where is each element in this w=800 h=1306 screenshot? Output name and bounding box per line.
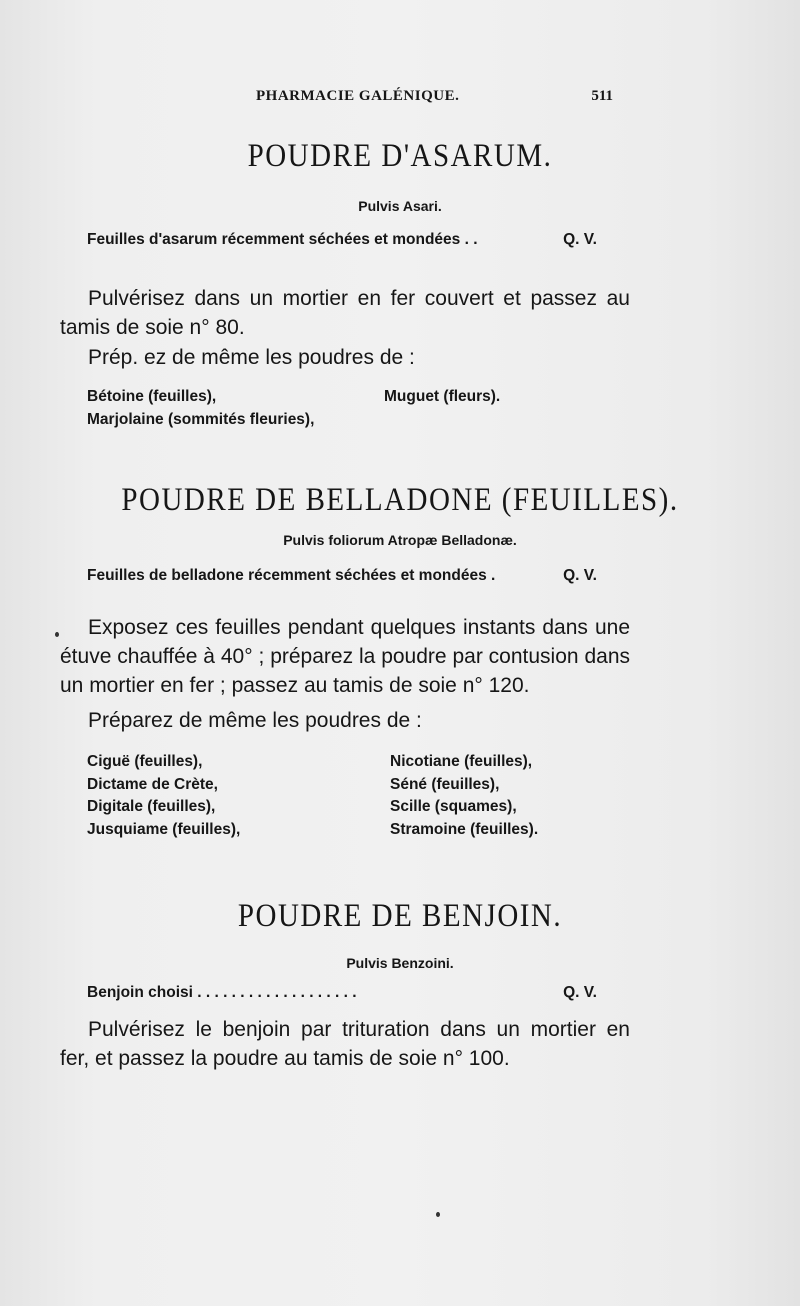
latin-name-belladone: Pulvis foliorum Atropæ Belladonæ.: [283, 532, 517, 548]
recipe-line-belladone: [87, 567, 597, 585]
latin-name-benjoin: Pulvis Benzoini.: [346, 955, 454, 971]
list-item: Séné (feuilles),: [390, 775, 500, 793]
running-head: [0, 88, 800, 110]
section-title-asarum: POUDRE D'ASARUM.: [247, 138, 553, 174]
text-line: Pulvérisez le benjoin par trituration dans un mortier en: [88, 1018, 630, 1041]
list-item: Scille (squames),: [390, 798, 517, 815]
stray-mark: [55, 632, 59, 637]
list-item: Bétoine (feuilles),: [87, 388, 217, 405]
list-left-belladone: [87, 751, 240, 841]
text-line: étuve chauffée à 40° ; préparez la poudre par contusion dans: [60, 645, 630, 668]
text-line: Prép. ez de même les poudres de :: [88, 346, 415, 369]
recipe-item: Feuilles d'asarum récemment séchées et mondées . .: [87, 231, 478, 248]
recipe-item: Feuilles de belladone récemment séchées et mondées .: [87, 567, 496, 584]
recipe-line-benjoin: [87, 984, 597, 1002]
paragraph-belladone-also: [60, 706, 630, 735]
section-title-benjoin: POUDRE DE BENJOIN.: [237, 898, 563, 934]
latin-name-asarum: Pulvis Asari.: [358, 198, 442, 214]
recipe-quantity: Q. V.: [563, 231, 597, 248]
running-head-title: PHARMACIE GALÉNIQUE.: [256, 88, 460, 104]
paragraph-belladone-method: [60, 613, 630, 700]
text-line: un mortier en fer ; passez au tamis de soie n° 120.: [60, 674, 530, 697]
list-item: Ciguë (feuilles),: [87, 753, 203, 770]
list-left-asarum: [87, 386, 314, 431]
list-item: Nicotiane (feuilles),: [390, 753, 533, 770]
section-title-belladone: POUDRE DE BELLADONE (FEUILLES).: [121, 482, 679, 518]
paragraph-benjoin-method: [60, 1015, 630, 1073]
text-line: Exposez ces feuilles pendant quelques instants dans une: [88, 616, 630, 639]
recipe-item: Benjoin choisi . . . . . . . . . . . . . . . . . . .: [87, 984, 357, 1001]
paragraph-asarum-also: [60, 343, 630, 372]
text-line: Préparez de même les poudres de :: [88, 709, 422, 732]
text-line: Pulvérisez dans un mortier en fer couvert et passez au: [88, 287, 630, 310]
stray-mark: [436, 1212, 440, 1217]
list-item: Jusquiame (feuilles),: [87, 820, 241, 838]
recipe-quantity: Q. V.: [563, 984, 597, 1001]
list-item: Digitale (feuilles),: [87, 798, 216, 815]
list-item: Marjolaine (sommités fleuries),: [87, 410, 315, 428]
page-number: 511: [591, 88, 613, 104]
text-line: fer, et passez la poudre au tamis de soie n° 100.: [60, 1047, 510, 1070]
list-right-belladone: [390, 751, 538, 841]
list-item: Dictame de Crète,: [87, 775, 218, 793]
list-item: Muguet (fleurs).: [384, 388, 501, 405]
list-item: Stramoine (feuilles).: [390, 820, 539, 838]
text-line: tamis de soie n° 80.: [60, 316, 245, 339]
recipe-quantity: Q. V.: [563, 567, 597, 584]
list-right-asarum: [384, 386, 500, 409]
paragraph-asarum-method: [60, 284, 630, 342]
recipe-line-asarum: [87, 231, 597, 249]
